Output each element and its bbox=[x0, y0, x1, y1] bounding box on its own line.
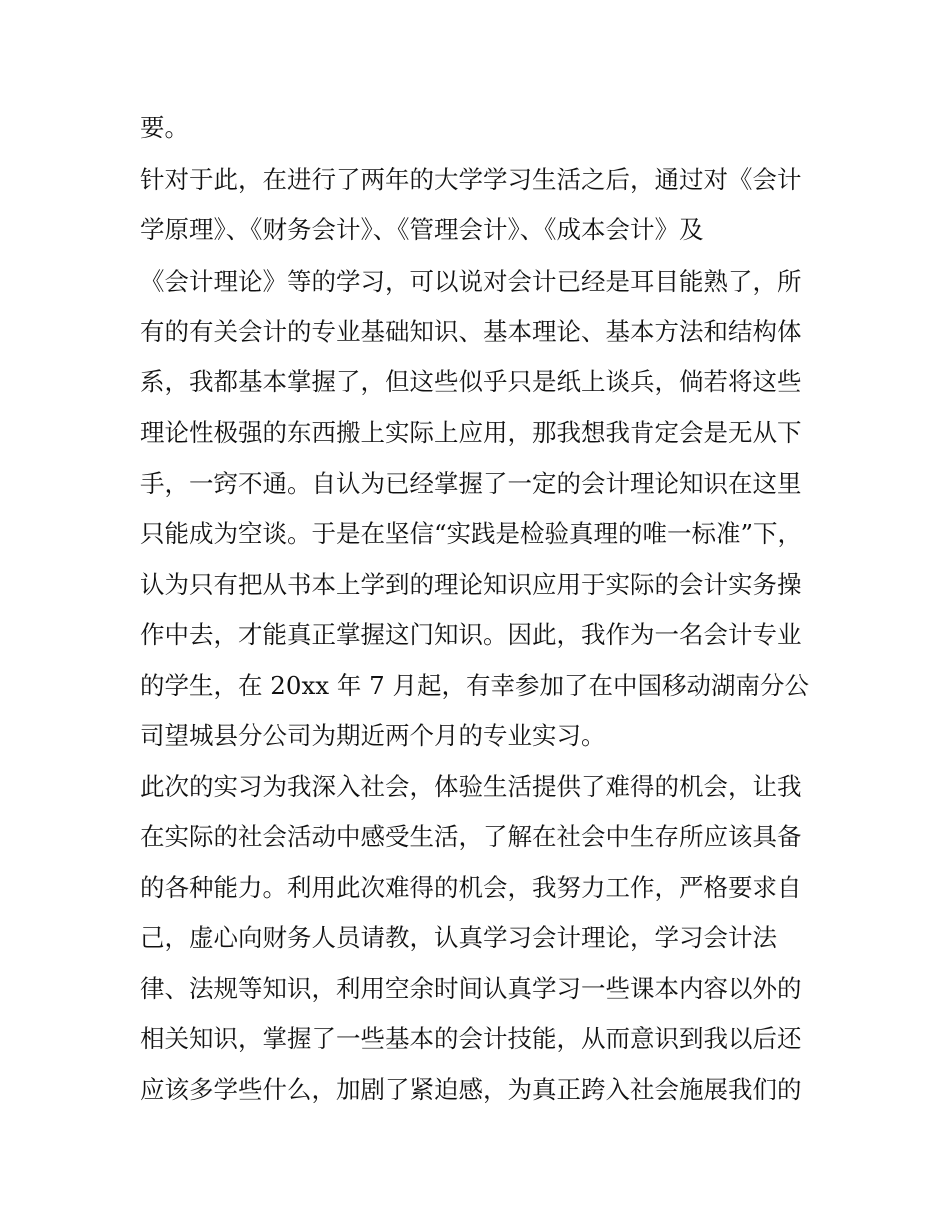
text-line: 手，一窍不通。自认为已经掌握了一定的会计理论知识在这里 bbox=[140, 469, 802, 498]
text-line: 针对于此，在进行了两年的大学学习生活之后，通过对《会计 bbox=[140, 165, 802, 194]
text-line: 理论性极强的东西搬上实际上应用，那我想我肯定会是无从下 bbox=[140, 418, 802, 447]
text-line: 有的有关会计的专业基础知识、基本理论、基本方法和结构体 bbox=[140, 317, 802, 346]
text-line: 《会计理论》等的学习，可以说对会计已经是耳目能熟了，所 bbox=[140, 267, 802, 296]
text-line: 应该多学些什么，加剧了紧迫感，为真正跨入社会施展我们的 bbox=[140, 1075, 802, 1104]
text-line: 认为只有把从书本上学到的理论知识应用于实际的会计实务操 bbox=[140, 570, 802, 599]
text-line: 要。 bbox=[140, 113, 189, 142]
text-line: 司望城县分公司为期近两个月的专业实习。 bbox=[140, 721, 606, 750]
text-line: 在实际的社会活动中感受生活，了解在社会中生存所应该具备 bbox=[140, 822, 802, 851]
text-line: 己，虚心向财务人员请教，认真学习会计理论，学习会计法 bbox=[140, 923, 777, 952]
text-line: 律、法规等知识，利用空余时间认真学习一些课本内容以外的 bbox=[140, 974, 802, 1003]
text-line: 的学生，在 20xx 年 7 月起，有幸参加了在中国移动湖南分公 bbox=[140, 671, 810, 700]
text-line: 只能成为空谈。于是在坚信“实践是检验真理的唯一标准”下， bbox=[140, 519, 803, 548]
text-line: 的各种能力。利用此次难得的机会，我努力工作，严格要求自 bbox=[140, 873, 802, 902]
text-line: 相关知识，掌握了一些基本的会计技能，从而意识到我以后还 bbox=[140, 1024, 802, 1053]
text-line: 学原理》、《财务会计》、《管理会计》、《成本会计》及 bbox=[140, 215, 704, 244]
text-line: 系，我都基本掌握了，但这些似乎只是纸上谈兵，倘若将这些 bbox=[140, 367, 802, 396]
text-line: 此次的实习为我深入社会，体验生活提供了难得的机会，让我 bbox=[140, 772, 802, 801]
text-line: 作中去，才能真正掌握这门知识。因此，我作为一名会计专业 bbox=[140, 620, 802, 649]
